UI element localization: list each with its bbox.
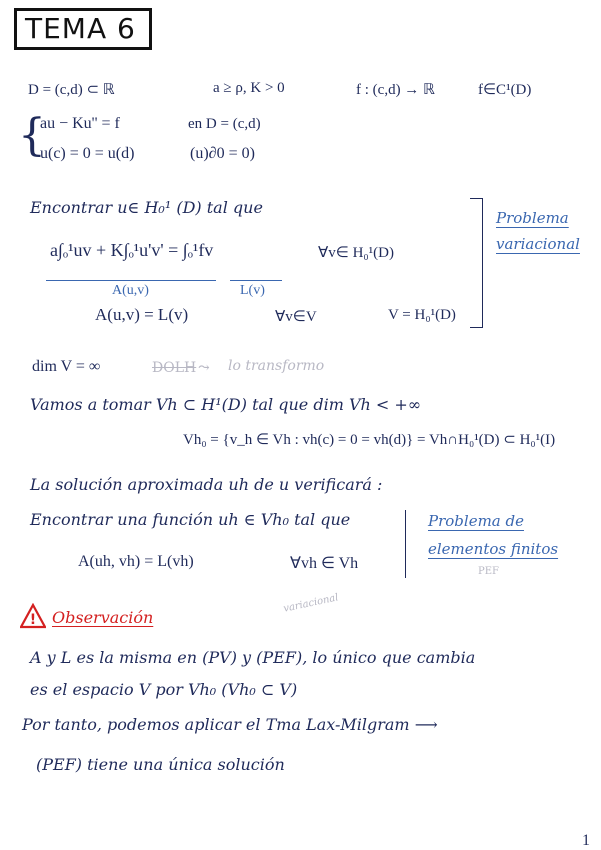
arrow-note: ⤳ [198, 360, 210, 376]
observation-line-2: es el espacio V por Vh₀ (Vh₀ ⊂ V) [30, 680, 298, 699]
variational-bracket [470, 198, 483, 328]
transform-note: lo transformo [228, 358, 325, 374]
discrete-space-statement: Vamos a tomar Vh ⊂ H¹(D) tal que dim Vh < +∞ [30, 395, 422, 414]
space-definition: V = H₀¹(D) [388, 307, 456, 323]
variational-problem-label: Problema variacional [496, 209, 580, 253]
weak-forall: ∀v∈ H₀¹(D) [318, 245, 394, 261]
equation-2: u(c) = 0 = u(d) [40, 145, 135, 162]
equation-1-domain: en D = (c,d) [188, 116, 261, 132]
observation-heading: Observación [52, 608, 154, 627]
abstract-forall: ∀v∈V [275, 309, 317, 325]
fem-label-line-2: elementos finitos [428, 540, 559, 558]
find-statement: Encontrar u∈ H₀¹ (D) tal que [30, 198, 263, 217]
warning-icon [20, 603, 46, 629]
discrete-forall: ∀vh ∈ Vh [290, 555, 359, 572]
function-class: f∈C¹(D) [478, 82, 532, 98]
svg-text:!: ! [29, 612, 37, 628]
linear-label: L(v) [240, 283, 265, 298]
fem-bracket [405, 510, 416, 578]
discrete-space-definition: Vh₀ = {v_h ∈ Vh : vh(c) = 0 = vh(d)} = Vh∩H₀¹(D) ⊂ H₀¹(I) [183, 432, 556, 448]
bilinear-underbrace [46, 280, 216, 281]
abstract-problem: A(u,v) = L(v) [95, 305, 189, 324]
function-definition: f : (c,d) → ℝ [356, 82, 435, 98]
approximate-solution-statement: La solución aproximada uh de u verificará : [30, 475, 383, 494]
domain-definition: D = (c,d) ⊂ ℝ [28, 82, 115, 98]
system-brace: { [18, 110, 46, 161]
variational-annotation: variacional [282, 592, 340, 615]
observation-line-1: A y L es la misma en (PV) y (PEF), lo único que cambia [30, 648, 476, 667]
struck-text: DOLH [152, 360, 197, 376]
dimension-statement: dim V = ∞ [32, 358, 101, 375]
discrete-find-statement: Encontrar una función uh ∈ Vh₀ tal que [30, 510, 351, 529]
parameter-conditions: a ≥ ρ, K > 0 [213, 80, 285, 96]
page-title: TEMA 6 [14, 8, 152, 50]
fem-abbreviation: PEF [478, 566, 499, 577]
observation-line-4: (PEF) tiene una única solución [36, 755, 285, 774]
discrete-problem: A(uh, vh) = L(vh) [78, 553, 194, 570]
observation-line-3: Por tanto, podemos aplicar el Tma Lax-Milgram ⟶ [22, 715, 438, 734]
equation-1: au − Ku'' = f [40, 115, 120, 132]
page-number: 1 [582, 832, 590, 849]
equation-2-note: (u)∂0 = 0) [190, 145, 255, 162]
bilinear-label: A(u,v) [112, 283, 149, 298]
linear-underbrace [230, 280, 282, 281]
fem-label-line-1: Problema de [428, 512, 524, 530]
weak-formulation: a∫ₒ¹uv + K∫ₒ¹u'v' = ∫ₒ¹fv [50, 240, 214, 260]
